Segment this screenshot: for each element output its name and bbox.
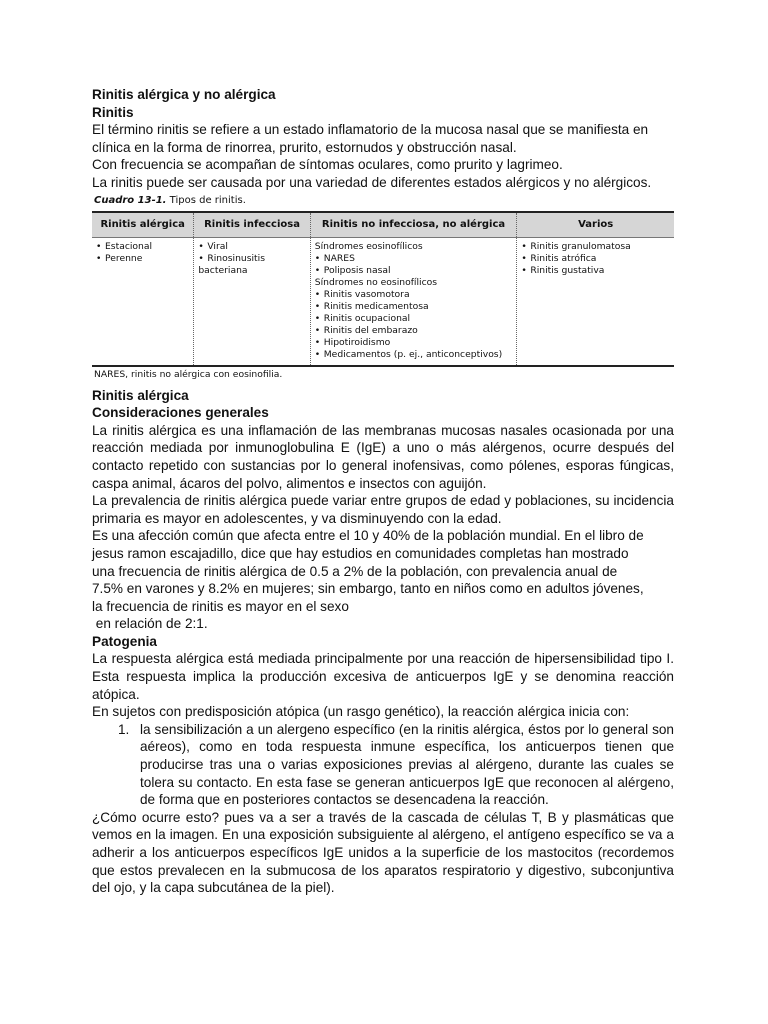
intro-paragraph-3: La rinitis puede ser causada por una variedad de diferentes estados alérgicos y no alérgicos. (92, 174, 652, 190)
table-caption-text: Tipos de rinitis. (169, 194, 246, 206)
list-item (118, 721, 674, 809)
text-line: 7.5% en varones y 8.2% en mujeres; sin embargo, tanto en niños como en adultos jóvenes, (92, 581, 644, 597)
table-caption-number: Cuadro 13-1. (94, 194, 167, 206)
list-item: • Perenne (96, 253, 189, 265)
pathogenesis-paragraph-3: ¿Cómo ocurre esto? pues va a ser a través de la cascada de células T, B y plasmáticas que vemos en la imagen. En una exposición subsiguiente al alérgeno, el antígeno específico se va a adherir a los anticuerpos específicos IgE unidos a la superficie de los mastocitos (recordemos que estos prevalecen en la submucosa de los aparatos respiratorio y digestivo, subconjuntiva del ojo, y la capa subcutánea de la piel). (92, 809, 674, 896)
list-item: • Medicamentos (p. ej., anticonceptivos) (315, 349, 513, 361)
document-body (92, 86, 674, 897)
table-header: Varios (517, 212, 674, 238)
heading-consideraciones: Consideraciones generales (92, 405, 269, 421)
table-cell-various (517, 237, 674, 366)
text-line: Es una afección común que afecta entre el 10 y 40% de la población mundial. En el libro de (92, 528, 644, 544)
list-item: • Rinitis medicamentosa (315, 301, 513, 313)
considerations-paragraph-3 (92, 527, 674, 633)
text-line: una frecuencia de rinitis alérgica de 0.5 a 2% de la población, con prevalencia anual de (92, 563, 618, 579)
numbered-list (92, 721, 674, 809)
list-item: • Rinitis gustativa (521, 265, 670, 277)
list-item: • Hipotiroidismo (315, 337, 513, 349)
list-item: • Rinitis ocupacional (315, 313, 513, 325)
list-item: • NARES (315, 253, 513, 265)
table-header: Rinitis infecciosa (194, 212, 310, 238)
table-cell-nonallergic (310, 237, 517, 366)
list-item: • Rinitis granulomatosa (521, 241, 670, 253)
considerations-paragraph-2: La prevalencia de rinitis alérgica puede variar entre grupos de edad y poblaciones, su incidencia primaria es mayor en adolescentes, y va disminuyendo con la edad. (92, 493, 674, 526)
list-item-text: la sensibilización a un alergeno específico (en la rinitis alérgica, éstos por lo general son aéreos), como en toda respuesta inmune específica, los anticuerpos tienen que producirse tras una o varias exposiciones previas al alérgeno, durante las cuales se tolera su contacto. En esta fase se generan anticuerpos IgE que reconocen al alérgeno, de forma que en posteriores contactos se desencadena la reacción. (140, 721, 674, 808)
text-line: en relación de 2:1. (92, 616, 208, 632)
table-cell-infectious (194, 237, 310, 366)
list-number: 1. (118, 721, 130, 737)
text-line: jesus ramon escajadillo, dice que hay estudios en comunidades completas han mostrado (92, 545, 629, 561)
list-item: • Rinitis del embarazo (315, 325, 513, 337)
list-item: • Estacional (96, 241, 189, 253)
table-header: Rinitis alérgica (92, 212, 194, 238)
list-item: • Viral (198, 241, 305, 253)
pathogenesis-paragraph-2: En sujetos con predisposición atópica (un rasgo genético), la reacción alérgica inicia con: (92, 704, 630, 720)
document-title: Rinitis alérgica y no alérgica (92, 87, 276, 102)
heading-patogenia: Patogenia (92, 633, 157, 649)
table-figure (92, 194, 674, 381)
table-cell-allergic (92, 237, 194, 366)
pathogenesis-paragraph-1: La respuesta alérgica está mediada principalmente por una reacción de hipersensibilidad tipo I. Esta respuesta implica la producción excesiva de anticuerpos IgE y se denomina reacción atópica. (92, 651, 674, 702)
text-line: la frecuencia de rinitis es mayor en el sexo (92, 598, 349, 614)
list-item: • Poliposis nasal (315, 265, 513, 277)
considerations-paragraph-1: La rinitis alérgica es una inflamación de las membranas mucosas nasales ocasionada por una reacción mediada por inmunoglobulina E (IgE) a uno o más alérgenos, ocurre después del contacto repetido con sustancias por lo general inofensivas, como pólenes, esporas fúngicas, caspa animal, ácaros del polvo, alimentos e insectos con aguijón. (92, 422, 674, 491)
table-footnote: NARES, rinitis no alérgica con eosinofilia. (94, 368, 283, 380)
list-item: • Rinosinusitis bacteriana (198, 253, 305, 277)
group-title: Síndromes eosinofílicos (314, 240, 423, 252)
table-header: Rinitis no infecciosa, no alérgica (310, 212, 517, 238)
table-caption (94, 194, 674, 208)
intro-paragraph-1: El término rinitis se refiere a un estado inflamatorio de la mucosa nasal que se manifiesta en clínica en la forma de rinorrea, prurito, estornudos y obstrucción nasal. (92, 122, 649, 155)
intro-paragraph-2: Con frecuencia se acompañan de síntomas oculares, como prurito y lagrimeo. (92, 157, 563, 173)
list-item: • Rinitis atrófica (521, 253, 670, 265)
rhinitis-types-table (92, 211, 674, 367)
heading-rinitis: Rinitis (92, 104, 134, 120)
group-title: Síndromes no eosinofílicos (314, 276, 438, 288)
list-item: • Rinitis vasomotora (315, 289, 513, 301)
heading-rinitis-alergica: Rinitis alérgica (92, 387, 189, 403)
